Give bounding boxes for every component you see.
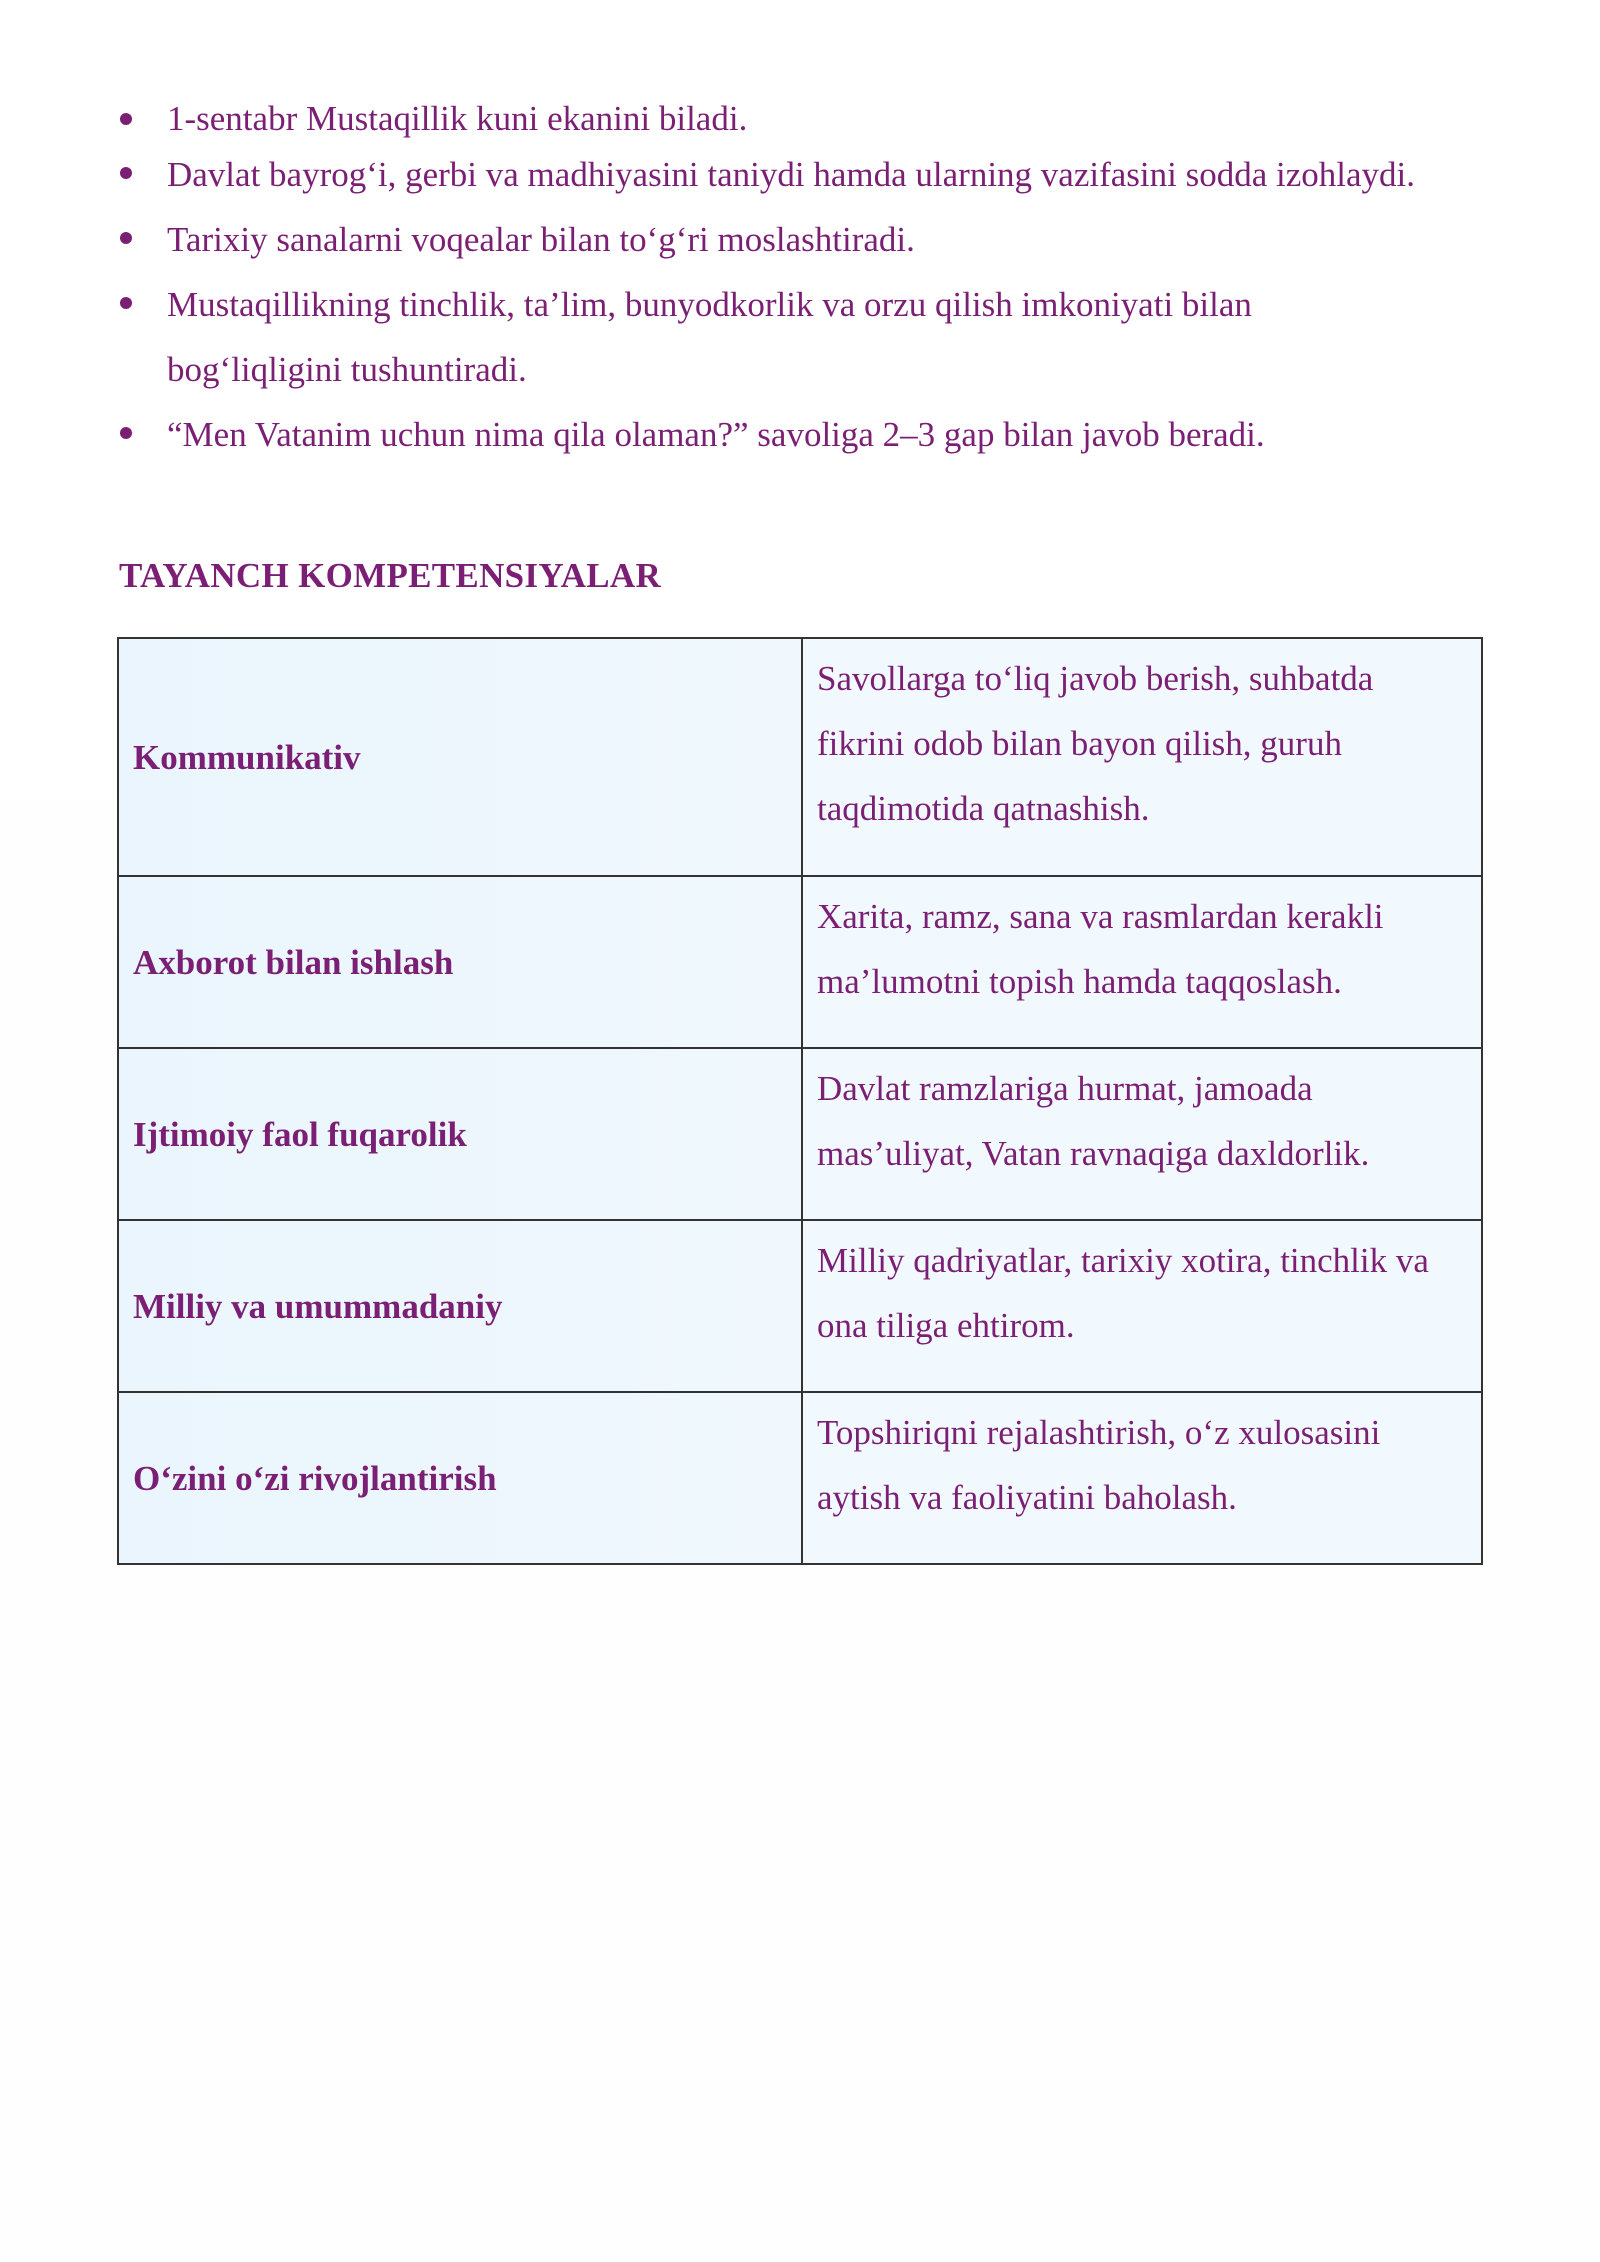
competency-name: Kommunikativ bbox=[118, 638, 802, 876]
competency-description: Milliy qadriyatlar, tarixiy xotira, tinchlik va ona tiliga ehtirom. bbox=[802, 1220, 1482, 1392]
table-row bbox=[118, 1220, 1482, 1392]
outcome-text: Mustaqillikning tinchlik, ta’lim, bunyodkorlik va orzu qilish imkoniyati bilan bog‘liqligini tushuntiradi. bbox=[167, 285, 1252, 389]
table-row bbox=[118, 1392, 1482, 1564]
section-title: TAYANCH KOMPETENSIYALAR bbox=[119, 556, 662, 595]
bullet-icon bbox=[120, 167, 132, 179]
learning-outcomes-list bbox=[117, 96, 1417, 467]
competency-name: Ijtimoiy faol fuqarolik bbox=[118, 1048, 802, 1220]
table-row bbox=[118, 876, 1482, 1048]
table-row bbox=[118, 1048, 1482, 1220]
list-item bbox=[117, 142, 1417, 207]
competency-name: O‘zini o‘zi rivojlantirish bbox=[118, 1392, 802, 1564]
competency-description: Xarita, ramz, sana va rasmlardan kerakli ma’lumotni topish hamda taqqoslash. bbox=[802, 876, 1482, 1048]
competency-name: Milliy va umummadaniy bbox=[118, 1220, 802, 1392]
outcome-text: Davlat bayrog‘i, gerbi va madhiyasini taniydi hamda ularning vazifasini sodda izohlaydi. bbox=[167, 155, 1415, 194]
bullet-icon bbox=[120, 232, 132, 244]
competency-description: Davlat ramzlariga hurmat, jamoada mas’uliyat, Vatan ravnaqiga daxldorlik. bbox=[802, 1048, 1482, 1220]
competency-description: Topshiriqni rejalashtirish, o‘z xulosasini aytish va faoliyatini baholash. bbox=[802, 1392, 1482, 1564]
list-item bbox=[117, 402, 1417, 467]
table-row bbox=[118, 638, 1482, 876]
competency-name: Axborot bilan ishlash bbox=[118, 876, 802, 1048]
outcome-text: 1-sentabr Mustaqillik kuni ekanini biladi. bbox=[167, 99, 748, 138]
outcome-text: Tarixiy sanalarni voqealar bilan to‘g‘ri moslashtiradi. bbox=[167, 220, 915, 259]
list-item bbox=[117, 96, 1417, 142]
competencies-table bbox=[117, 637, 1483, 1565]
outcome-text: “Men Vatanim uchun nima qila olaman?” savoliga 2–3 gap bilan javob beradi. bbox=[167, 415, 1265, 454]
bullet-icon bbox=[120, 113, 132, 125]
list-item bbox=[117, 272, 1417, 402]
list-item bbox=[117, 207, 1417, 272]
bullet-icon bbox=[120, 297, 132, 309]
competency-description: Savollarga to‘liq javob berish, suhbatda fikrini odob bilan bayon qilish, guruh taqdimotida qatnashish. bbox=[802, 638, 1482, 876]
bullet-icon bbox=[120, 427, 132, 439]
